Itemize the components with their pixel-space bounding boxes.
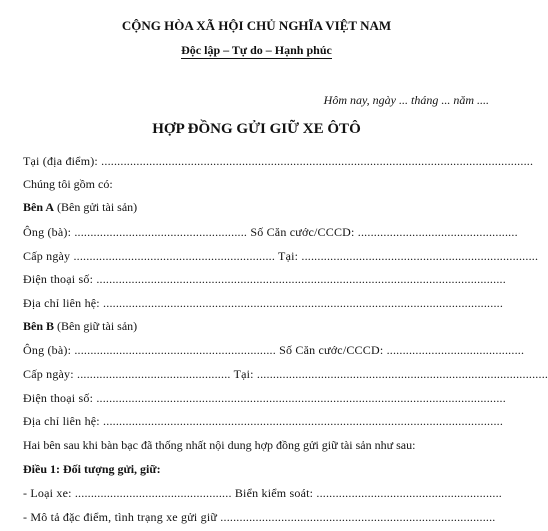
agreement-text: Hai bên sau khi bàn bạc đã thống nhất nội dung hợp đồng gửi giữ tài sản như sau: xyxy=(23,438,416,452)
party-a-issue-line: Cấp ngày ............................................................... Tại: .......................................................................... xyxy=(23,249,539,263)
party-b-issue-line: Cấp ngày: ................................................ Tại: ........................................................................................... xyxy=(23,367,548,381)
party-b-heading xyxy=(23,319,483,333)
party-b-desc: (Bên giữ tài sản) xyxy=(54,319,138,333)
party-a-phone-line: Điện thoại số: ................................................................................................................................ xyxy=(23,272,506,286)
party-a-address-line: Địa chỉ liên hệ: ............................................................................................................................. xyxy=(23,296,504,310)
document-title: HỢP ĐỒNG GỬI GIỮ XE ÔTÔ xyxy=(152,121,361,137)
date-line: Hôm nay, ngày ... tháng ... năm .... xyxy=(323,93,489,107)
location-line: Tại (địa điểm): ....................................................................................................................................... xyxy=(23,154,534,168)
article-1-heading: Điều 1: Đối tượng gửi, giữ: xyxy=(23,462,161,476)
party-b-address-line: Địa chỉ liên hệ: ............................................................................................................................. xyxy=(23,414,504,428)
party-b-label: Bên B xyxy=(23,319,55,333)
party-a-name-line: Ông (bà): ...................................................... Số Căn cước/CCCD: .................................................. xyxy=(23,225,518,239)
motto xyxy=(0,43,513,58)
party-a-heading xyxy=(23,200,483,214)
party-a-desc: (Bên gửi tài sản) xyxy=(54,200,138,214)
vehicle-description-line: - Mô tả đặc điểm, tình trạng xe gửi giữ ...................................................................................... xyxy=(23,510,496,524)
party-b-phone-line: Điện thoại số: ................................................................................................................................ xyxy=(23,391,506,405)
country-heading: CỘNG HÒA XÃ HỘI CHỦ NGHĨA VIỆT NAM xyxy=(121,18,392,33)
party-a-label: Bên A xyxy=(23,200,55,214)
vehicle-type-line: - Loại xe: ................................................. Biển kiểm soát: .......................................................... xyxy=(23,486,502,500)
motto-text: Độc lập – Tự do – Hạnh phúc xyxy=(181,43,332,57)
parties-intro: Chúng tôi gồm có: xyxy=(23,177,113,191)
party-b-name-line: Ông (bà): ............................................................... Số Căn cước/CCCD: ........................................... xyxy=(23,343,525,357)
